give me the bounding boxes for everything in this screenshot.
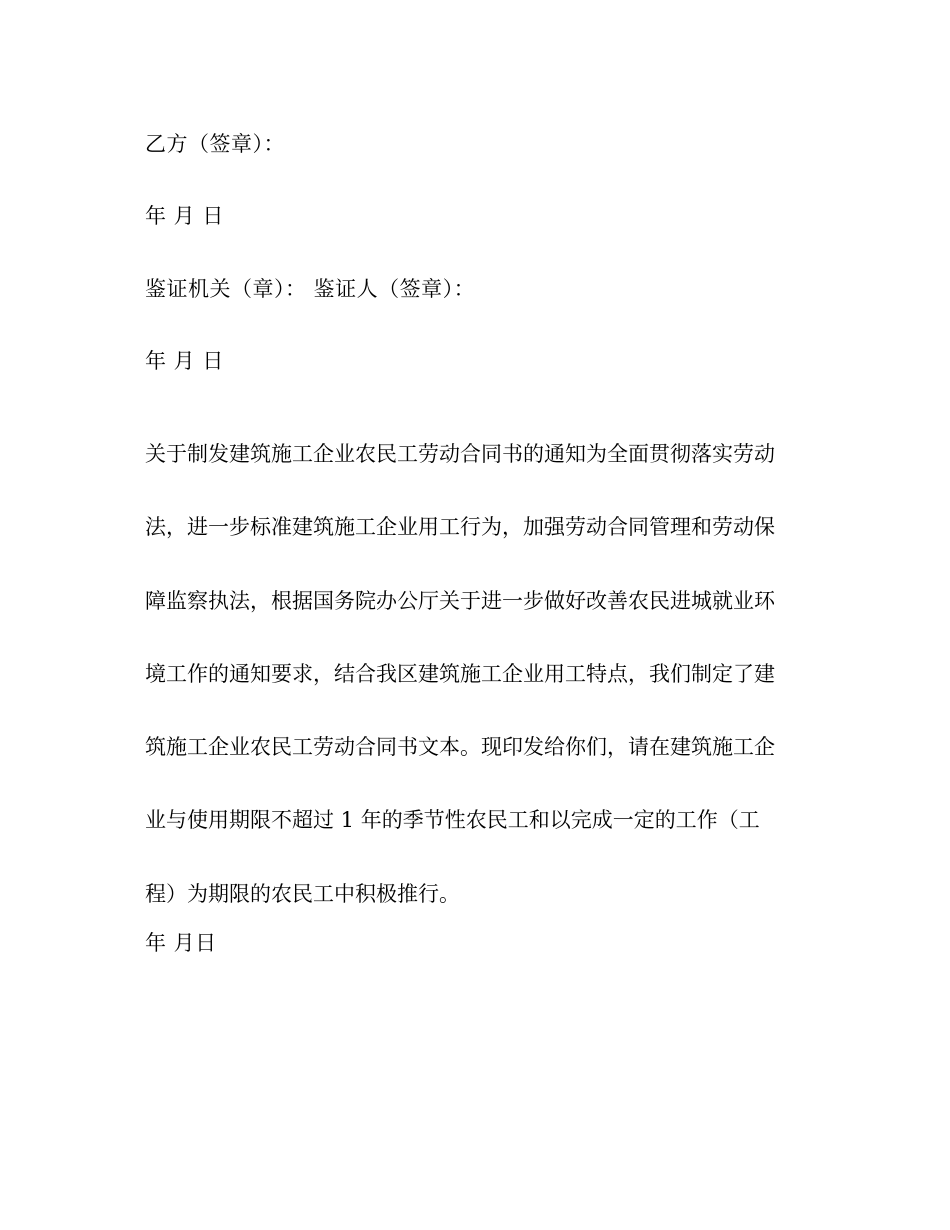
notice-line: 境工作的通知要求，结合我区建筑施工企业用工特点，我们制定了建 [145,661,775,686]
verification-signature-line: 鉴证机关（章）： 鉴证人（签章）： [145,277,476,301]
footer-date-line: 年 月日 [145,931,217,955]
notice-line: 业与使用期限不超过 1 年的季节性农民工和以完成一定的工作（工 [145,808,760,833]
notice-line: 筑施工企业农民工劳动合同书文本。现印发给你们，请在建筑施工企 [145,735,775,760]
notice-line: 障监察执法，根据国务院办公厅关于进一步做好改善农民进城就业环 [145,588,775,613]
date-line-1: 年 月 日 [145,204,224,228]
notice-paragraph [145,418,805,931]
notice-line: 关于制发建筑施工企业农民工劳动合同书的通知为全面贯彻落实劳动 [145,442,775,466]
notice-line: 法，进一步标准建筑施工企业用工行为，加强劳动合同管理和劳动保 [145,515,775,540]
notice-line: 程）为期限的农民工中积极推行。 [145,881,460,906]
party-b-signature-line: 乙方（签章）： [145,132,285,156]
date-line-2: 年 月 日 [145,349,224,373]
